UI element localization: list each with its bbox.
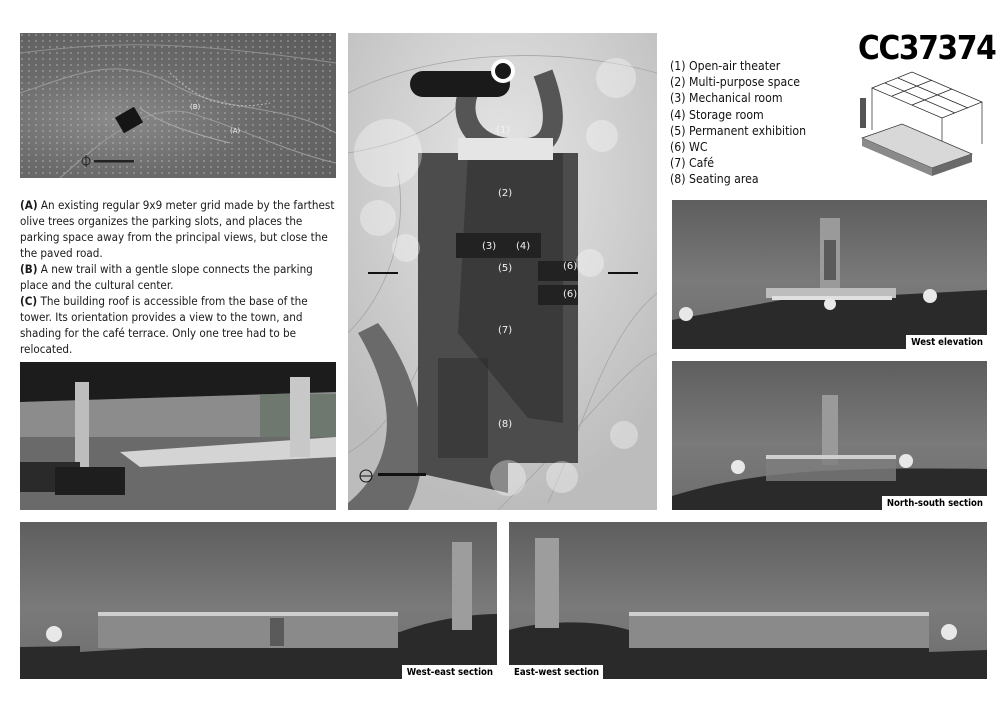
project-code-title: CC37374 [858,28,996,67]
legend-item: (8) Seating area [670,172,759,187]
legend-item: (5) Permanent exhibition [670,123,807,138]
legend-item: (4) Storage room [670,107,764,122]
site-label-b: (B) [190,103,201,111]
caption-east-west-section: East-west section [509,665,603,679]
west-elevation-image [672,200,987,349]
scale-bar [378,473,426,476]
axonometric-drawing [852,68,988,186]
room-legend [670,58,850,188]
floor-plan-image [348,33,657,510]
site-label-a: (A) [230,127,241,135]
plan-label-8: (8) [498,419,513,430]
plan-label-3: (3) [482,241,497,252]
legend-item: (2) Multi-purpose space [670,75,800,90]
description-item-b: (B) A new trail with a gentle slope connects the parking place and the cultural center. [20,262,313,292]
plan-label-5: (5) [498,263,513,274]
plan-label-4: (4) [516,241,531,252]
plan-label-6a: (6) [563,261,578,272]
plan-label-1: (1) [496,125,511,136]
caption-west-east-section: West-east section [402,665,497,679]
caption-north-south-section: North-south section [882,496,987,510]
site-plan-image [20,33,336,178]
west-east-section-image [20,522,497,679]
plan-label-6b: (6) [563,289,578,300]
description-text [20,197,338,357]
description-item-a: (A) An existing regular 9x9 meter grid made by the farthest olive trees organizes the parking slots, and places the parking space away from the principal views, but close the the paved road. [20,198,335,260]
legend-item: (7) Café [670,156,714,171]
legend-item: (6) WC [670,140,708,155]
caption-west-elevation: West elevation [906,335,987,349]
description-item-c: (C) The building roof is accessible from the base of the tower. Its orientation provides a view to the town, and shading for the café terrace. Only one tree had to be relocated. [20,294,308,356]
north-south-section-image [672,361,987,510]
plan-label-2: (2) [498,188,513,199]
east-west-section-image [509,522,987,679]
scale-bar [94,160,134,163]
legend-item: (3) Mechanical room [670,91,783,106]
plan-label-7: (7) [498,325,513,336]
legend-item: (1) Open-air theater [670,59,781,73]
interior-render-image [20,362,336,510]
